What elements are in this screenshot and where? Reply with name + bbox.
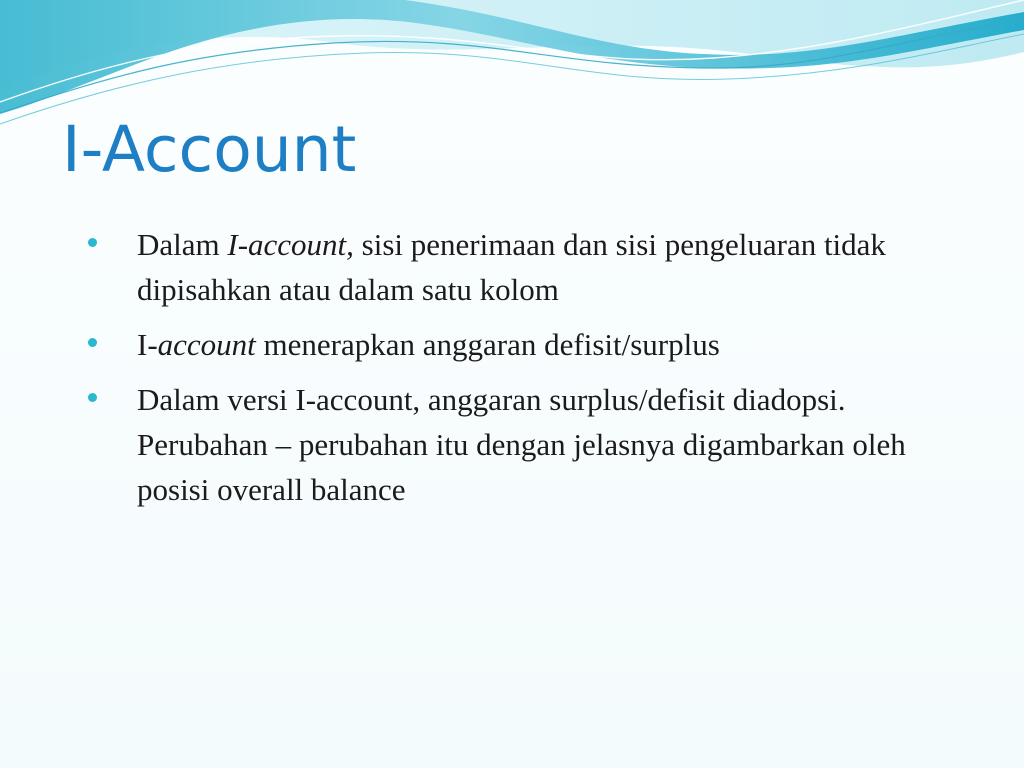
bullet-1-prefix: Dalam bbox=[137, 227, 228, 262]
bullet-list bbox=[88, 222, 978, 522]
bullet-2-prefix: I- bbox=[137, 327, 158, 362]
bullet-dot-icon bbox=[88, 393, 97, 402]
bullet-dot-icon bbox=[88, 238, 97, 247]
bullet-1-italic-term: I-account, bbox=[227, 227, 354, 262]
bullet-1-suffix: sisi penerimaan dan sisi pengeluaran tidak dipisahkan atau dalam satu kolom bbox=[137, 227, 886, 307]
bullet-item-3 bbox=[88, 377, 978, 512]
bullet-item-1 bbox=[88, 222, 978, 312]
bullet-dot-icon bbox=[88, 338, 97, 347]
decorative-header-wave bbox=[0, 0, 1024, 130]
slide-title: I-Account bbox=[62, 113, 357, 186]
bullet-2-italic-term: account bbox=[157, 327, 256, 362]
bullet-3-text: Dalam versi I-account, anggaran surplus/defisit diadopsi. Perubahan – perubahan itu dengan jelasnya digambarkan oleh posisi overall balance bbox=[137, 382, 906, 507]
bullet-item-2 bbox=[88, 322, 978, 367]
bullet-2-suffix: menerapkan anggaran defisit/surplus bbox=[255, 327, 720, 362]
